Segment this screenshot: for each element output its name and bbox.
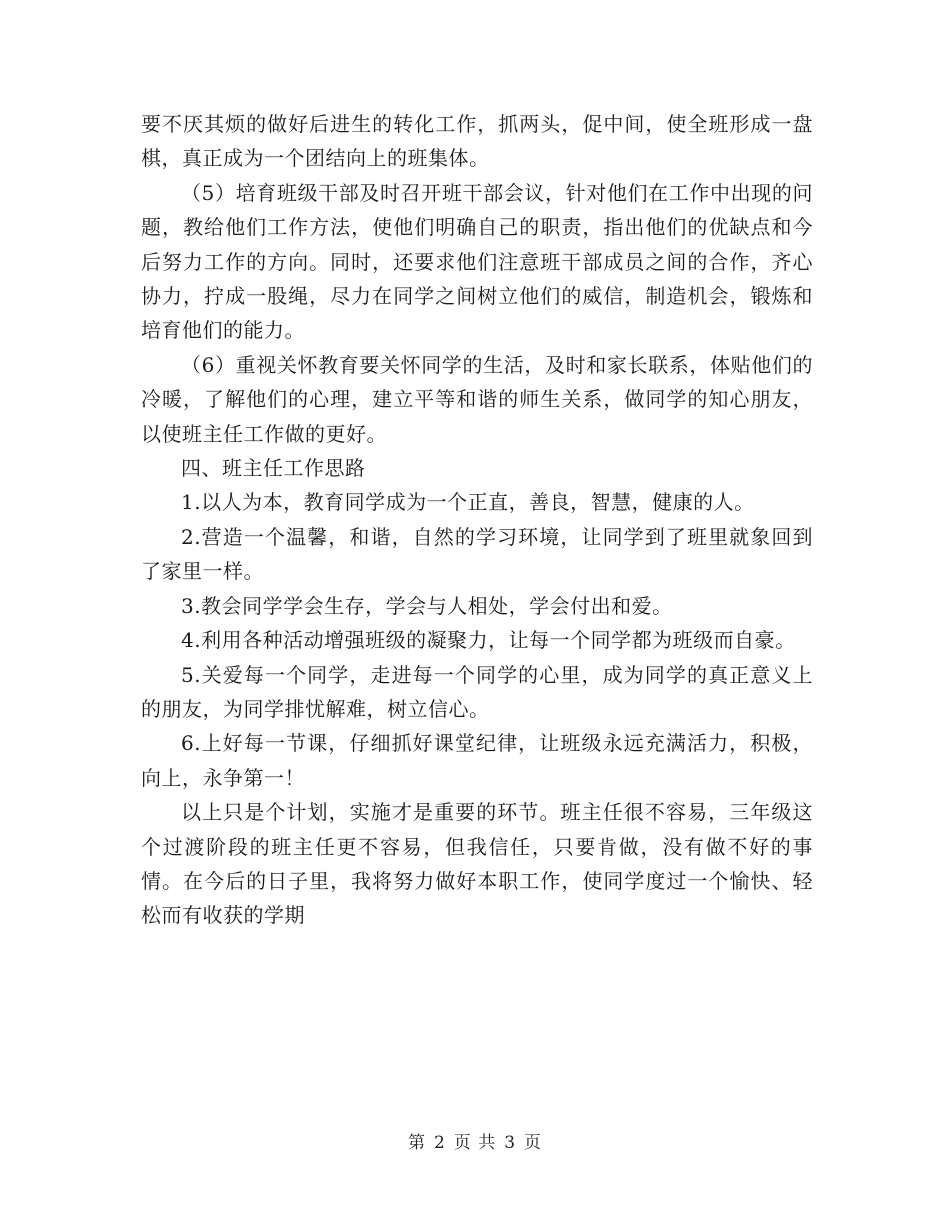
list-item-2: 2.营造一个温馨，和谐，自然的学习环境，让同学到了班里就象回到了家里一样。 [141, 524, 813, 584]
section-heading: 四、班主任工作思路 [181, 456, 366, 481]
list-item-1: 1.以人为本，教育同学成为一个正直，善良，智慧，健康的人。 [181, 490, 755, 515]
paragraph-item-6: （6）重视关怀教育要关怀同学的生活，及时和家长联系，体贴他们的冷暖，了解他们的心理，建立平等和谐的师生关系，做同学的知心朋友，以使班主任工作做的更好。 [141, 352, 813, 446]
paragraph-item-5: （5）培育班级干部及时召开班干部会议，针对他们在工作中出现的问题，教给他们工作方法，使他们明确自己的职责，指出他们的优缺点和今后努力工作的方向。同时，还要求他们注意班干部成员之间的合作，齐心协力，拧成一股绳，尽力在同学之间树立他们的威信，制造机会，锻炼和培育他们的能力。 [141, 180, 813, 343]
footer-prefix: 第 [407, 1133, 426, 1153]
footer-suffix: 页 [524, 1133, 543, 1153]
document-body [141, 107, 813, 933]
list-item-6: 6.上好每一节课，仔细抓好课堂纪律，让班级永远充满活力，积极，向上，永争第一！ [141, 731, 813, 790]
list-item-3: 3.教会同学学会生存，学会与人相处，学会付出和爱。 [181, 593, 673, 618]
footer-total-pages: 3 [504, 1133, 517, 1153]
footer-current-page: 2 [433, 1133, 446, 1153]
list-item-4: 4.利用各种活动增强班级的凝聚力，让每一个同学都为班级而自豪。 [181, 628, 796, 653]
paragraph-conclusion: 以上只是个计划，实施才是重要的环节。班主任很不容易，三年级这个过渡阶段的班主任更不容易，但我信任，只要肯做，没有做不好的事情。在今后的日子里，我将努力做好本职工作，使同学度过一个愉快、轻松而有收获的学期 [141, 800, 813, 928]
list-item-5: 5.关爱每一个同学，走进每一个同学的心里，成为同学的真正意义上的朋友，为同学排忧解难，树立信心。 [141, 662, 813, 721]
paragraph-continuation: 要不厌其烦的做好后进生的转化工作，抓两头，促中间，使全班形成一盘棋，真正成为一个团结向上的班集体。 [141, 112, 813, 171]
page-footer [0, 1128, 950, 1153]
footer-middle: 页 共 [453, 1133, 497, 1153]
